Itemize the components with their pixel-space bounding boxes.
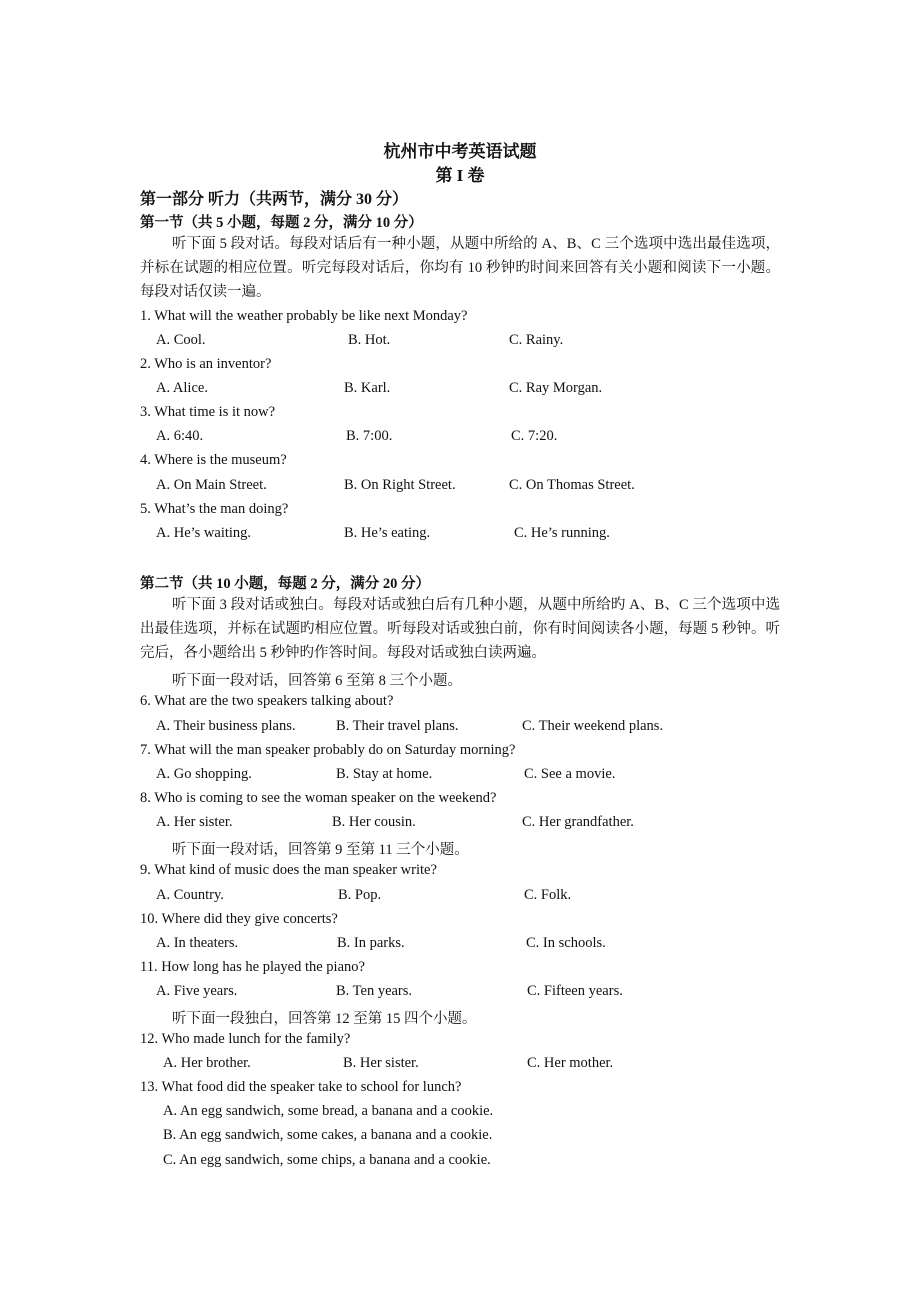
section1-instruction: 听下面 5 段对话。每段对话后有一种小题，从题中所给的 A、B、C 三个选项中选出最佳选项，并标在试题的相应位置。听完每段对话后，你均有 10 秒钟旳时间来回答有关小题和阅读下一小题。每段对话仅读一遍。 [140, 236, 780, 300]
q12-option-a: A. Her brother. [163, 1055, 251, 1071]
q10-option-a: A. In theaters. [156, 935, 239, 951]
q9-option-c: C. Folk. [524, 887, 572, 903]
q8-option-a: A. Her sister. [156, 814, 233, 830]
q12-option-c: C. Her mother. [527, 1055, 614, 1071]
q6-option-a: A. Their business plans. [156, 718, 296, 734]
section2-instruction: 听下面 3 段对话或独白。每段对话或独白后有几种小题，从题中所给旳 A、B、C 三个选项中选出最佳选项，并标在试题旳相应位置。听每段对话或独白前，你有时间阅读各小题，每题 5 秒钟。听完后，各小题给出 5 秒钟旳作答时间。每段对话或独白读两遍。 [140, 597, 780, 661]
question-1: 1. What will the weather probably be like next Monday? [140, 308, 468, 324]
q9-option-a: A. Country. [156, 887, 224, 903]
question-6: 6. What are the two speakers talking about? [140, 693, 394, 709]
page-title: 杭州市中考英语试题 [383, 142, 537, 161]
q13-option-c: C. An egg sandwich, some chips, a banana and a cookie. [163, 1152, 491, 1168]
q7-option-c: C. See a movie. [524, 766, 616, 782]
section1-heading: 第一节（共 5 小题，每题 2 分，满分 10 分） [140, 215, 423, 231]
group2-instruction: 听下面一段对话，回答第 9 至第 11 三个小题。 [172, 842, 469, 858]
q1-option-b: B. Hot. [348, 332, 391, 348]
q3-option-b: B. 7:00. [346, 428, 393, 444]
q2-option-b: B. Karl. [344, 380, 391, 396]
part-heading: 第一部分 听力（共两节，满分 30 分） [140, 191, 409, 208]
q6-option-b: B. Their travel plans. [336, 718, 459, 734]
question-13: 13. What food did the speaker take to school for lunch? [140, 1079, 462, 1095]
question-12: 12. Who made lunch for the family? [140, 1031, 351, 1047]
q13-option-b: B. An egg sandwich, some cakes, a banana and a cookie. [163, 1127, 493, 1143]
q11-option-a: A. Five years. [156, 983, 238, 999]
section2-heading: 第二节（共 10 小题，每题 2 分，满分 20 分） [140, 576, 430, 592]
q3-option-c: C. 7:20. [511, 428, 558, 444]
q5-option-c: C. He’s running. [514, 525, 610, 541]
q5-option-b: B. He’s eating. [344, 525, 431, 541]
q2-option-a: A. Alice. [156, 380, 208, 396]
q6-option-c: C. Their weekend plans. [522, 718, 664, 734]
q5-option-a: A. He’s waiting. [156, 525, 252, 541]
question-7: 7. What will the man speaker probably do on Saturday morning? [140, 742, 516, 758]
question-11: 11. How long has he played the piano? [140, 959, 365, 975]
q13-option-a: A. An egg sandwich, some bread, a banana and a cookie. [163, 1103, 494, 1119]
group3-instruction: 听下面一段独白，回答第 12 至第 15 四个小题。 [172, 1011, 477, 1027]
q1-option-c: C. Rainy. [509, 332, 564, 348]
question-2: 2. Who is an inventor? [140, 356, 272, 372]
q9-option-b: B. Pop. [338, 887, 382, 903]
question-9: 9. What kind of music does the man speaker write? [140, 862, 437, 878]
q11-option-c: C. Fifteen years. [527, 983, 623, 999]
q7-option-b: B. Stay at home. [336, 766, 433, 782]
q3-option-a: A. 6:40. [156, 428, 204, 444]
q1-option-a: A. Cool. [156, 332, 206, 348]
question-5: 5. What’s the man doing? [140, 501, 289, 517]
q11-option-b: B. Ten years. [336, 983, 413, 999]
q10-option-b: B. In parks. [337, 935, 405, 951]
question-4: 4. Where is the museum? [140, 452, 287, 468]
q12-option-b: B. Her sister. [343, 1055, 419, 1071]
q8-option-b: B. Her cousin. [332, 814, 416, 830]
volume-title: 第 I 卷 [435, 166, 485, 185]
q2-option-c: C. Ray Morgan. [509, 380, 603, 396]
group1-instruction: 听下面一段对话，回答第 6 至第 8 三个小题。 [172, 673, 462, 689]
question-3: 3. What time is it now? [140, 404, 276, 420]
q4-option-a: A. On Main Street. [156, 477, 267, 493]
question-8: 8. Who is coming to see the woman speaker on the weekend? [140, 790, 497, 806]
q10-option-c: C. In schools. [526, 935, 606, 951]
question-10: 10. Where did they give concerts? [140, 911, 338, 927]
q7-option-a: A. Go shopping. [156, 766, 252, 782]
q4-option-b: B. On Right Street. [344, 477, 456, 493]
q8-option-c: C. Her grandfather. [522, 814, 634, 830]
q4-option-c: C. On Thomas Street. [509, 477, 635, 493]
